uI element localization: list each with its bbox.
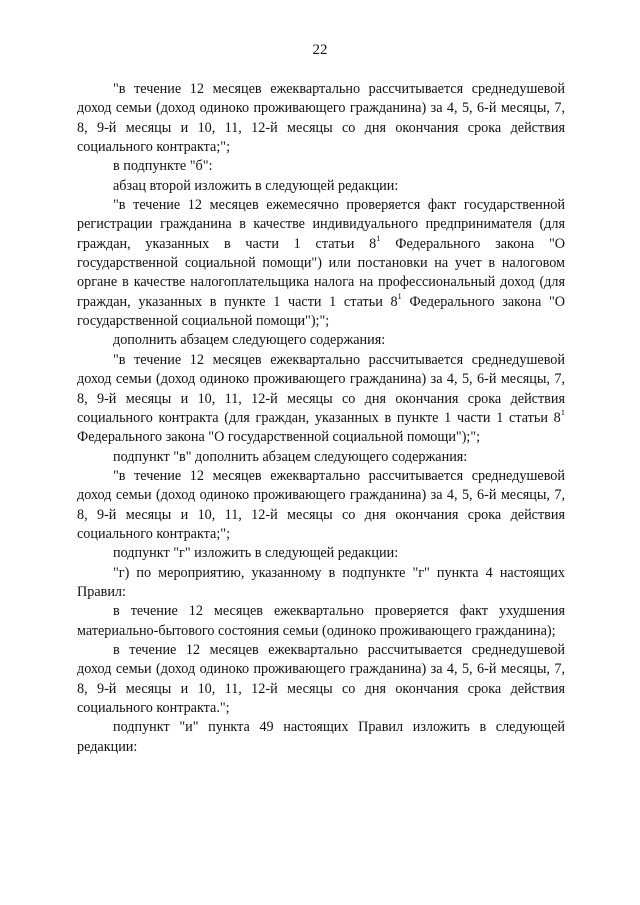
paragraph-3: абзац второй изложить в следующей редакции: (113, 177, 399, 194)
paragraph-5: дополнить абзацем следующего содержания: (113, 332, 386, 349)
footnote-superscript: 1 (376, 233, 381, 244)
paragraph-10: "г) по мероприятию, указанному в подпункте "г" пункта 4 настоящих Правил: (77, 564, 565, 600)
paragraph-12: в течение 12 месяцев ежеквартально рассчитывается среднедушевой доход семьи (доход одиноко проживающего гражданина) за 4, 5, 6-й месяцы, 7, 8, 9-й месяцы и 10, 11, 12-й месяцы со дня окончания срока действия социального контракта."; (77, 641, 565, 716)
paragraph-4 (77, 196, 565, 331)
paragraph-6-part-a: "в течение 12 месяцев ежеквартально рассчитывается среднедушевой доход семьи (доход одиноко проживающего гражданина) за 4, 5, 6-й месяцы, 7, 8, 9-й месяцы и 10, 11, 12-й месяцы со дня окончания срока действия социального контракта (для граждан, указанных в пункте 1 части 1 статьи 8 (77, 351, 565, 426)
paragraph-6-part-b: Федерального закона "О государственной социальной помощи");"; (77, 429, 481, 446)
paragraph-1: "в течение 12 месяцев ежеквартально рассчитывается среднедушевой доход семьи (доход одиноко проживающего гражданина) за 4, 5, 6-й месяцы, 7, 8, 9-й месяцы и 10, 11, 12-й месяцы со дня окончания срока действия социального контракта;"; (77, 81, 565, 156)
footnote-superscript: 1 (397, 291, 402, 302)
paragraph-4-part-b: Федерального закона "О государственной социальной помощи") или постановки на учет в налоговом органе в качестве налогоплательщика налога на профессиональный доход (для граждан, указанных в пункте 1 части 1 статьи 8 (77, 235, 565, 310)
paragraph-6 (77, 351, 565, 448)
paragraph-4-part-c: Федерального закона "О государственной социальной помощи");"; (77, 293, 566, 330)
document-body (77, 80, 565, 757)
paragraph-11: в течение 12 месяцев ежеквартально проверяется факт ухудшения материально-бытового состояния семьи (одиноко проживающего гражданина); (77, 603, 565, 639)
paragraph-8: "в течение 12 месяцев ежеквартально рассчитывается среднедушевой доход семьи (доход одиноко проживающего гражданина) за 4, 5, 6-й месяцы, 7, 8, 9-й месяцы и 10, 11, 12-й месяцы со дня окончания срока действия социального контракта;"; (77, 467, 565, 542)
paragraph-13: подпункт "и" пункта 49 настоящих Правил изложить в следующей редакции: (77, 719, 565, 755)
footnote-superscript: 1 (560, 407, 565, 418)
paragraph-2: в подпункте "б": (113, 158, 213, 175)
paragraph-7: подпункт "в" дополнить абзацем следующего содержания: (113, 448, 468, 465)
paragraph-9: подпункт "г" изложить в следующей редакции: (113, 545, 399, 562)
paragraph-4-part-a: "в течение 12 месяцев ежемесячно проверяется факт государственной регистрации гражданина в качестве индивидуального предпринимателя (для граждан, указанных в части 1 статьи 8 (77, 197, 565, 252)
page-number: 22 (312, 42, 328, 58)
